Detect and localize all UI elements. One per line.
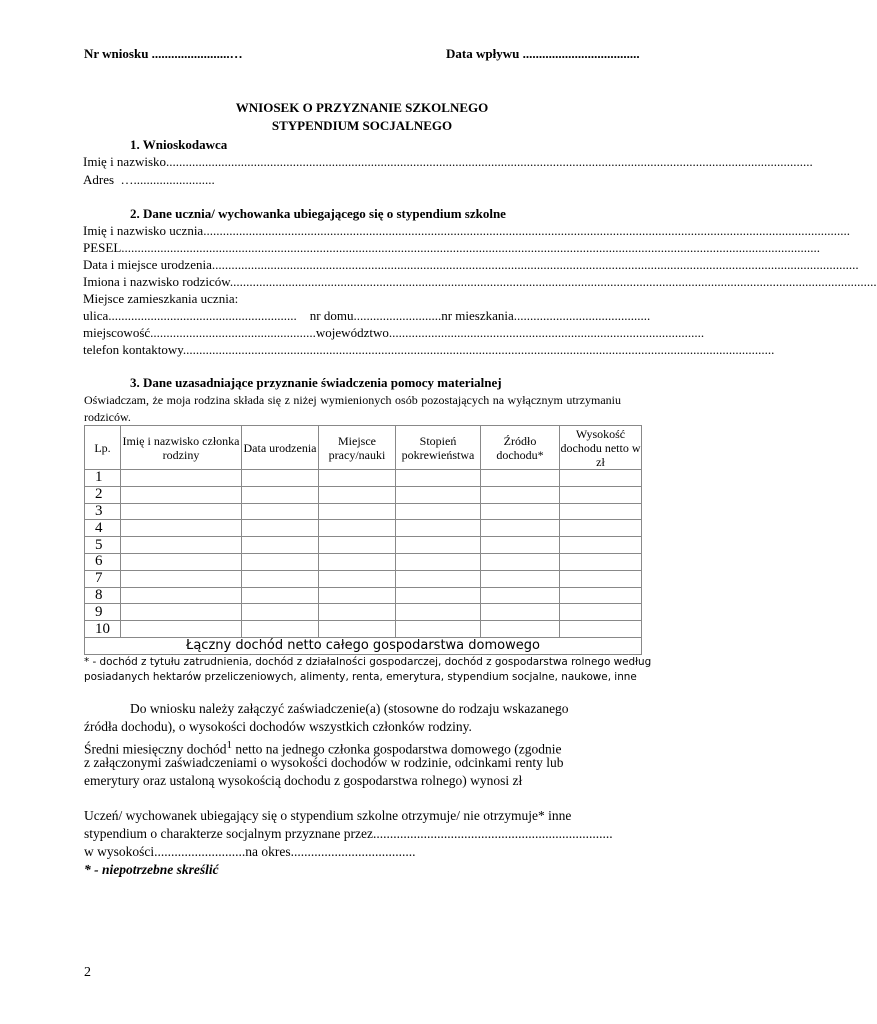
- header-work: Miejsce pracy/nauki: [319, 426, 396, 470]
- table-cell[interactable]: [481, 503, 560, 520]
- table-row: [85, 520, 642, 537]
- applicant-name-field[interactable]: Imię i nazwisko.......................................................................................................................................................................................................: [83, 154, 813, 169]
- row-number: 8: [85, 587, 121, 604]
- receipt-date-field[interactable]: Data wpływu ....................................: [446, 46, 640, 61]
- page-number: 2: [84, 965, 91, 980]
- table-cell[interactable]: [396, 587, 481, 604]
- para1-line1: Do wniosku należy załączyć zaświadczenie(a) (stosowne do rodzaju wskazanego: [130, 701, 569, 716]
- table-row: [85, 537, 642, 554]
- table-cell[interactable]: [481, 604, 560, 621]
- table-cell[interactable]: [560, 570, 642, 587]
- table-cell[interactable]: [121, 553, 242, 570]
- strike-note: * - niepotrzebne skreślić: [84, 862, 219, 877]
- table-row: [85, 486, 642, 503]
- other-scholarship-amount-field[interactable]: w wysokości...........................na okres.....................................: [84, 844, 416, 859]
- footnote-line2: posiadanych hektarów przeliczeniowych, alimenty, renta, emerytura, stypendium socjalne, naukowe, inne: [84, 671, 637, 683]
- form-title-line2: STYPENDIUM SOCJALNEGO: [271, 118, 453, 133]
- table-cell[interactable]: [481, 486, 560, 503]
- para1-line2: źródła dochodu), o wysokości dochodów wszystkich członków rodziny.: [84, 719, 472, 734]
- parents-field[interactable]: Imiona i nazwisko rodziców.......................................................................................................................................................................................................: [83, 274, 877, 289]
- footnote-line1: * - dochód z tytułu zatrudnienia, dochód z działalności gospodarczej, dochód z gospodarstwa rolnego według: [84, 656, 652, 668]
- applicant-address-label: Adres: [83, 172, 115, 187]
- table-cell[interactable]: [560, 520, 642, 537]
- phone-label: telefon kontaktowy: [83, 342, 183, 357]
- table-cell[interactable]: [121, 503, 242, 520]
- para1-line4: z załączonymi zaświadczeniami o wysokości dochodów w rodzinie, odcinkami renty lub: [84, 755, 564, 770]
- birth-field[interactable]: Data i miejsce urodzenia.......................................................................................................................................................................................................: [83, 257, 859, 272]
- pesel-field[interactable]: PESEL.......................................................................................................................................................................................................................: [83, 240, 821, 255]
- table-row: [85, 570, 642, 587]
- table-cell[interactable]: [319, 470, 396, 487]
- table-cell[interactable]: [319, 553, 396, 570]
- table-cell[interactable]: [121, 604, 242, 621]
- header-name: Imię i nazwisko członka rodziny: [121, 426, 242, 470]
- row-number: 3: [85, 503, 121, 520]
- row-number: 5: [85, 537, 121, 554]
- header-lp: Lp.: [85, 426, 121, 470]
- table-cell[interactable]: [319, 570, 396, 587]
- header-birth: Data urodzenia: [242, 426, 319, 470]
- table-row: [85, 604, 642, 621]
- table-cell[interactable]: [242, 503, 319, 520]
- table-cell[interactable]: [560, 503, 642, 520]
- table-cell[interactable]: [121, 570, 242, 587]
- table-cell[interactable]: [396, 553, 481, 570]
- flat-number-field[interactable]: ..........................................: [513, 308, 651, 323]
- header-source: Źródło dochodu*: [481, 426, 560, 470]
- table-cell[interactable]: [560, 537, 642, 554]
- form-title-line1: WNIOSEK O PRZYZNANIE SZKOLNEGO: [235, 100, 489, 115]
- street-label: ulica: [83, 308, 109, 323]
- town-label: miejscowość: [83, 325, 151, 340]
- table-cell[interactable]: [242, 486, 319, 503]
- table-cell[interactable]: [121, 621, 242, 638]
- table-cell[interactable]: [396, 604, 481, 621]
- header-relation: Stopień pokrewieństwa: [396, 426, 481, 470]
- section1-heading: 1. Wnioskodawca: [130, 137, 228, 152]
- table-cell[interactable]: [560, 587, 642, 604]
- table-cell[interactable]: [319, 587, 396, 604]
- table-cell[interactable]: [319, 537, 396, 554]
- average-income-field[interactable]: emerytury oraz ustaloną wysokością dochodu z gospodarstwa rolnego) wynosi zł: [84, 773, 523, 788]
- table-cell[interactable]: [481, 470, 560, 487]
- table-cell[interactable]: [242, 520, 319, 537]
- table-row: [85, 621, 642, 638]
- town-line: [83, 325, 705, 341]
- table-cell[interactable]: [242, 604, 319, 621]
- statement-line2: rodziców.: [84, 410, 131, 424]
- table-cell[interactable]: [396, 520, 481, 537]
- house-number-label: nr domu: [309, 308, 354, 323]
- table-cell[interactable]: [319, 520, 396, 537]
- table-cell[interactable]: [319, 486, 396, 503]
- table-cell[interactable]: [121, 486, 242, 503]
- row-number: 10: [85, 621, 121, 638]
- table-cell[interactable]: [121, 470, 242, 487]
- total-income-label: Łączny dochód netto całego gospodarstwa domowego: [85, 637, 642, 654]
- table-row: [85, 553, 642, 570]
- table-cell[interactable]: [560, 621, 642, 638]
- table-cell[interactable]: [121, 520, 242, 537]
- applicant-name-label: Imię i nazwisko: [83, 154, 167, 169]
- voivodeship-field[interactable]: .................................................................................................: [388, 325, 705, 340]
- applicant-address-field[interactable]: [83, 172, 215, 188]
- row-number: 2: [85, 486, 121, 503]
- table-cell[interactable]: [481, 520, 560, 537]
- table-cell[interactable]: [121, 537, 242, 554]
- table-cell[interactable]: [121, 587, 242, 604]
- table-cell[interactable]: [242, 587, 319, 604]
- table-cell[interactable]: [396, 470, 481, 487]
- table-row: [85, 587, 642, 604]
- phone-field[interactable]: telefon kontaktowy......................................................................................................................................................................................: [83, 342, 775, 357]
- table-cell[interactable]: [481, 587, 560, 604]
- table-cell[interactable]: [481, 537, 560, 554]
- student-name-field[interactable]: Imię i nazwisko ucznia.......................................................................................................................................................................................................: [83, 223, 850, 238]
- table-cell[interactable]: [396, 486, 481, 503]
- header-income: Wysokość dochodu netto w zł: [560, 426, 641, 469]
- table-cell[interactable]: [242, 537, 319, 554]
- para2-line1: Uczeń/ wychowanek ubiegający się o stypendium szkolne otrzymuje/ nie otrzymuje* inne: [84, 808, 572, 823]
- house-number-field[interactable]: ...........................: [353, 308, 442, 323]
- para1-line3-end: netto na jednego członka gospodarstwa domowego (zgodnie: [231, 741, 562, 757]
- table-cell[interactable]: [481, 570, 560, 587]
- applicant-address-dots: ….........................: [120, 172, 215, 187]
- voivodeship-label: województwo: [315, 325, 389, 340]
- table-cell[interactable]: [560, 604, 642, 621]
- address-line: [83, 308, 651, 324]
- table-cell[interactable]: [242, 570, 319, 587]
- family-members-table: [84, 425, 642, 655]
- table-cell[interactable]: [396, 503, 481, 520]
- para1-line3-start: Średni miesięczny dochód: [84, 741, 227, 757]
- row-number: 1: [85, 470, 121, 487]
- footnote-marker: 1: [226, 739, 232, 751]
- table-row: [85, 503, 642, 520]
- table-cell[interactable]: [481, 553, 560, 570]
- row-number: 9: [85, 604, 121, 621]
- table-cell[interactable]: [319, 621, 396, 638]
- table-header-row: [85, 426, 642, 470]
- table-cell[interactable]: [481, 621, 560, 638]
- table-cell[interactable]: [242, 621, 319, 638]
- table-row: [85, 470, 642, 487]
- other-scholarship-grantor-field[interactable]: stypendium o charakterze socjalnym przyznane przez.......................................................................: [84, 826, 613, 841]
- table-cell[interactable]: [319, 604, 396, 621]
- table-cell[interactable]: [319, 503, 396, 520]
- student-name-label: Imię i nazwisko ucznia: [83, 223, 204, 238]
- table-cell[interactable]: [242, 553, 319, 570]
- table-cell[interactable]: [396, 621, 481, 638]
- residence-label: Miejsce zamieszkania ucznia:: [83, 291, 239, 306]
- table-cell[interactable]: [560, 486, 642, 503]
- total-income-row: [85, 637, 642, 654]
- parents-label: Imiona i nazwisko rodziców: [83, 274, 230, 289]
- pesel-label: PESEL: [83, 240, 122, 255]
- application-number-field[interactable]: Nr wniosku ........................…: [84, 46, 243, 61]
- table-cell[interactable]: [560, 470, 642, 487]
- table-cell[interactable]: [242, 470, 319, 487]
- statement-line1: Oświadczam, że moja rodzina składa się z niżej wymienionych osób pozostających na wyłącznym utrzymaniu: [84, 393, 621, 407]
- row-number: 7: [85, 570, 121, 587]
- row-number: 4: [85, 520, 121, 537]
- row-number: 6: [85, 553, 121, 570]
- birth-label: Data i miejsce urodzenia: [83, 257, 212, 272]
- table-cell[interactable]: [560, 553, 642, 570]
- section3-heading: 3. Dane uzasadniające przyznanie świadczenia pomocy materialnej: [130, 375, 502, 390]
- street-field[interactable]: ..........................................................: [108, 308, 297, 323]
- section2-heading: 2. Dane ucznia/ wychowanka ubiegającego się o stypendium szkolne: [130, 206, 506, 221]
- town-field[interactable]: ...................................................: [150, 325, 316, 340]
- flat-number-label: nr mieszkania: [441, 308, 514, 323]
- table-cell[interactable]: [396, 537, 481, 554]
- table-cell[interactable]: [396, 570, 481, 587]
